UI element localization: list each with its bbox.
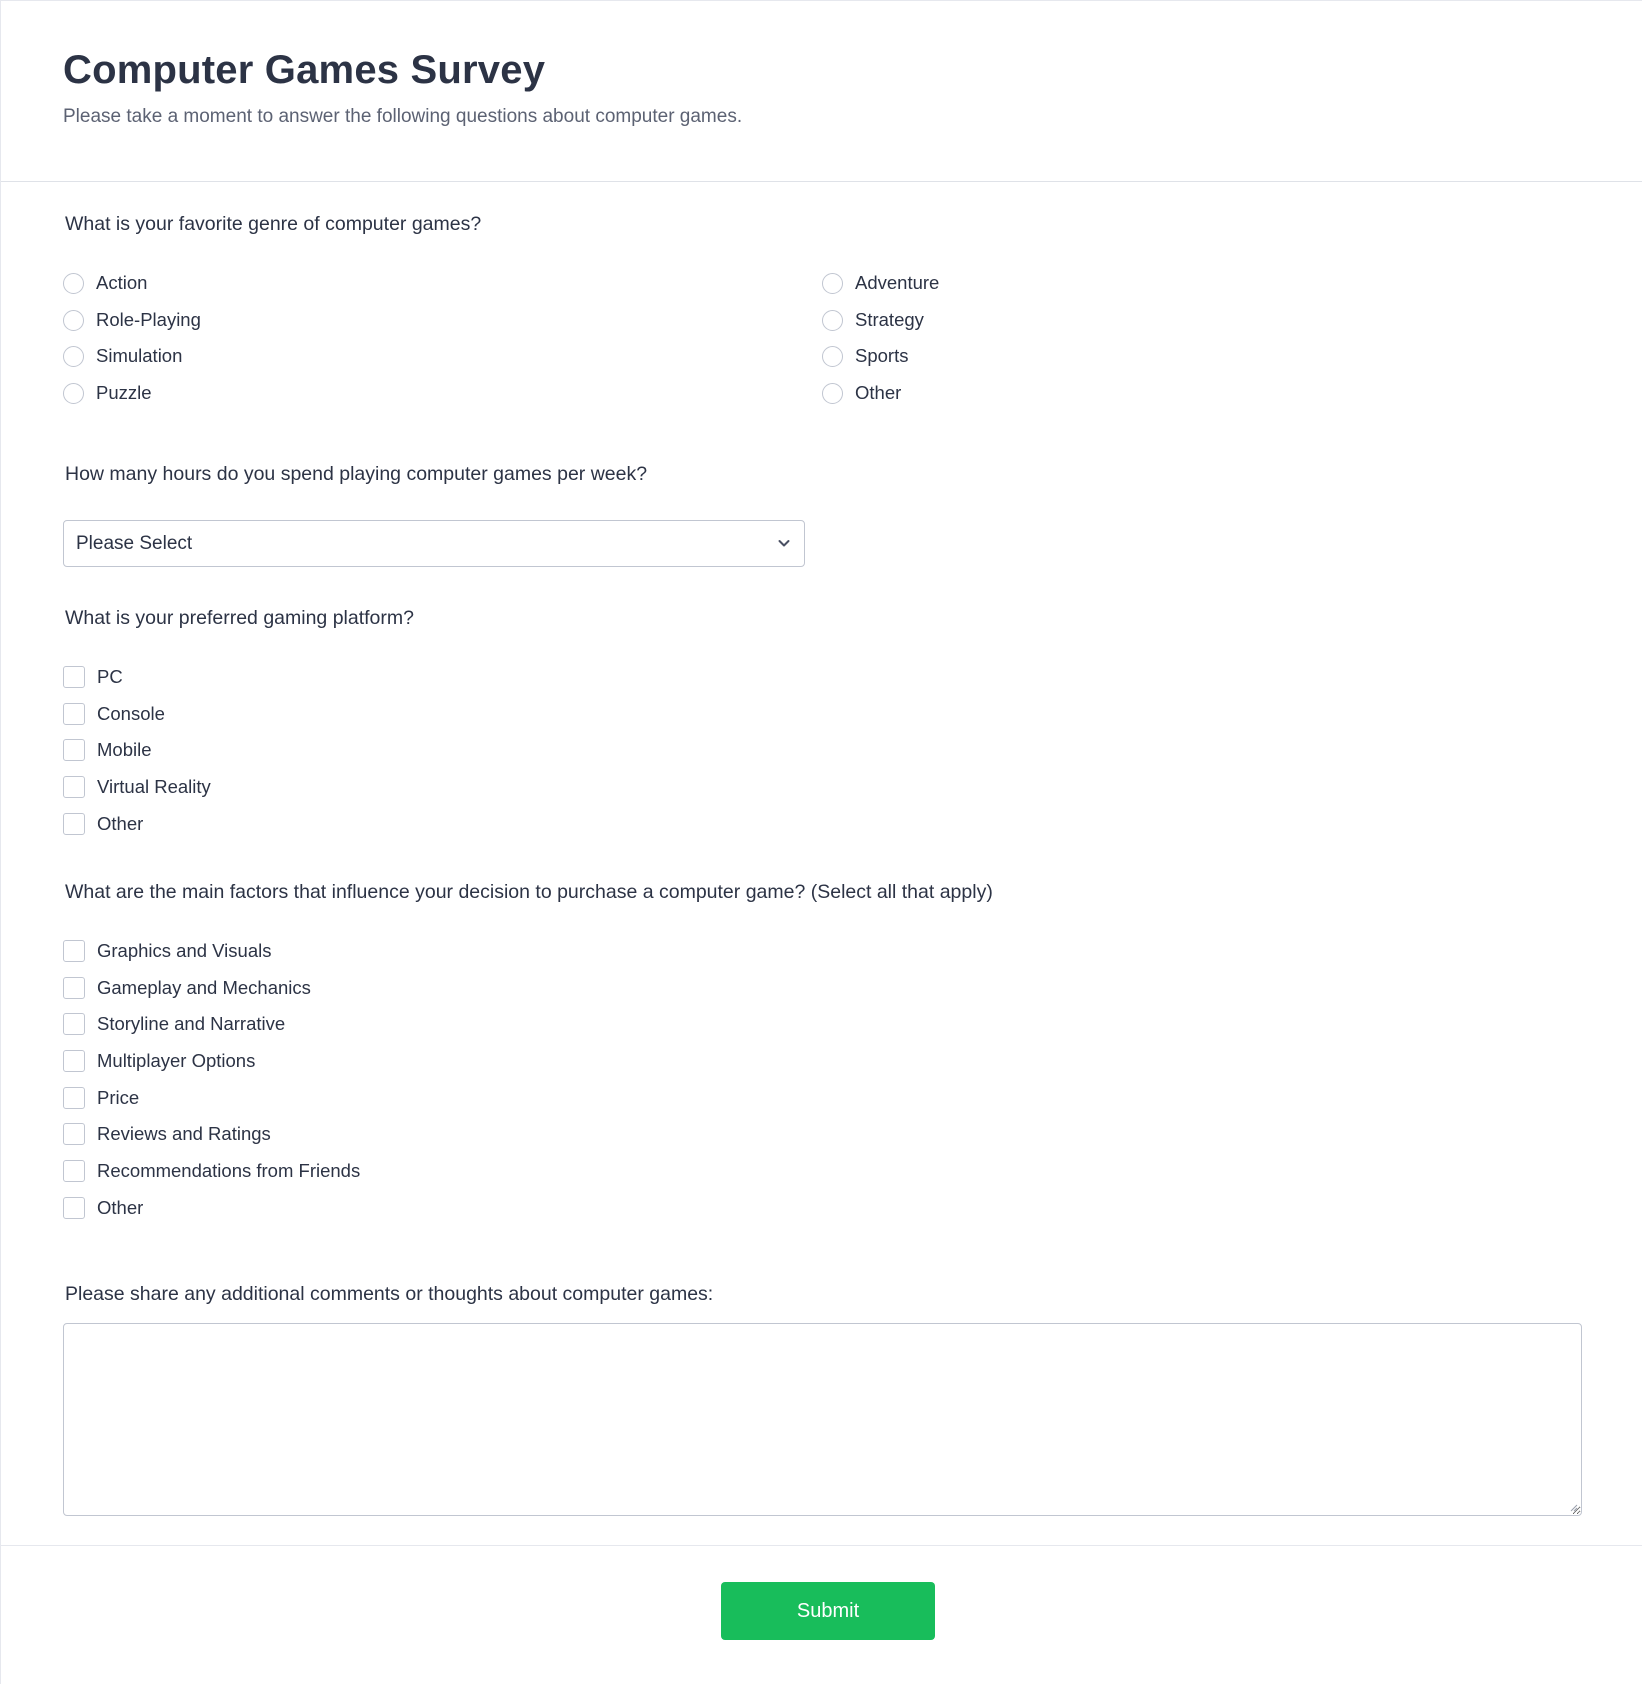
hours-dropdown[interactable]	[63, 520, 805, 567]
checkbox-label: Gameplay and Mechanics	[97, 977, 311, 998]
checkbox[interactable]	[63, 977, 85, 999]
checkbox-label: Console	[97, 703, 165, 724]
checkbox[interactable]	[63, 1197, 85, 1219]
checkbox-option-recommendations[interactable]	[63, 1158, 360, 1184]
chevron-down-icon	[776, 535, 792, 551]
checkbox[interactable]	[63, 813, 85, 835]
radio-label: Action	[96, 272, 148, 293]
radio-label: Adventure	[855, 272, 940, 293]
radio-button[interactable]	[63, 383, 84, 404]
checkbox[interactable]	[63, 739, 85, 761]
question-comments: Please share any additional comments or thoughts about computer games:	[65, 1283, 714, 1305]
radio-button[interactable]	[63, 273, 84, 294]
checkbox-label: Recommendations from Friends	[97, 1160, 361, 1181]
radio-button[interactable]	[63, 346, 84, 367]
checkbox-option-reviews[interactable]	[63, 1121, 271, 1147]
checkbox-label: Reviews and Ratings	[97, 1123, 271, 1144]
checkbox-label: Other	[97, 1197, 144, 1218]
checkbox[interactable]	[63, 1050, 85, 1072]
submit-button[interactable]: Submit	[721, 1582, 935, 1640]
radio-option-other[interactable]	[822, 380, 901, 406]
checkbox[interactable]	[63, 940, 85, 962]
radio-option-simulation[interactable]	[63, 343, 182, 369]
checkbox[interactable]	[63, 1087, 85, 1109]
radio-button[interactable]	[822, 346, 843, 367]
radio-option-puzzle[interactable]	[63, 380, 152, 406]
checkbox-option-virtual-reality[interactable]	[63, 774, 211, 800]
checkbox-option-graphics[interactable]	[63, 938, 271, 964]
checkbox-option-multiplayer[interactable]	[63, 1048, 255, 1074]
form-header	[1, 1, 1642, 182]
radio-button[interactable]	[822, 383, 843, 404]
radio-label: Sports	[855, 345, 909, 366]
resize-handle-icon[interactable]	[1568, 1502, 1578, 1512]
question-genre: What is your favorite genre of computer games?	[65, 213, 482, 235]
checkbox-label: Multiplayer Options	[97, 1050, 256, 1071]
checkbox[interactable]	[63, 776, 85, 798]
question-platform: What is your preferred gaming platform?	[65, 607, 414, 629]
comments-textarea[interactable]	[63, 1323, 1582, 1516]
radio-label: Strategy	[855, 309, 924, 330]
checkbox-option-console[interactable]	[63, 701, 165, 727]
checkbox[interactable]	[63, 1013, 85, 1035]
radio-button[interactable]	[63, 310, 84, 331]
checkbox-label: Mobile	[97, 739, 152, 760]
radio-option-sports[interactable]	[822, 343, 908, 369]
radio-label: Simulation	[96, 345, 183, 366]
checkbox-option-other-platform[interactable]	[63, 811, 143, 837]
checkbox-option-other-factor[interactable]	[63, 1195, 143, 1221]
checkbox-option-storyline[interactable]	[63, 1011, 285, 1037]
checkbox[interactable]	[63, 703, 85, 725]
question-hours: How many hours do you spend playing computer games per week?	[65, 463, 648, 485]
checkbox-label: PC	[97, 666, 123, 687]
dropdown-selected-value: Please Select	[76, 532, 193, 554]
checkbox-option-pc[interactable]	[63, 664, 123, 690]
radio-label: Puzzle	[96, 382, 152, 403]
checkbox[interactable]	[63, 1160, 85, 1182]
checkbox-label: Other	[97, 813, 144, 834]
checkbox-label: Virtual Reality	[97, 776, 211, 797]
checkbox[interactable]	[63, 1123, 85, 1145]
form-footer	[1, 1545, 1642, 1685]
checkbox-label: Storyline and Narrative	[97, 1013, 286, 1034]
radio-button[interactable]	[822, 273, 843, 294]
checkbox-label: Price	[97, 1087, 140, 1108]
question-purchase-factors: What are the main factors that influence your decision to purchase a computer game? (Select all that apply)	[65, 881, 993, 903]
page-subtitle: Please take a moment to answer the following questions about computer games.	[63, 106, 743, 127]
checkbox-label: Graphics and Visuals	[97, 940, 272, 961]
radio-button[interactable]	[822, 310, 843, 331]
radio-label: Other	[855, 382, 902, 403]
checkbox-option-price[interactable]	[63, 1085, 139, 1111]
radio-option-action[interactable]	[63, 270, 147, 296]
radio-option-strategy[interactable]	[822, 307, 924, 333]
checkbox-option-mobile[interactable]	[63, 737, 152, 763]
radio-option-role-playing[interactable]	[63, 307, 201, 333]
checkbox[interactable]	[63, 666, 85, 688]
radio-option-adventure[interactable]	[822, 270, 939, 296]
checkbox-option-gameplay[interactable]	[63, 975, 311, 1001]
radio-label: Role-Playing	[96, 309, 201, 330]
page-title: Computer Games Survey	[63, 48, 546, 92]
